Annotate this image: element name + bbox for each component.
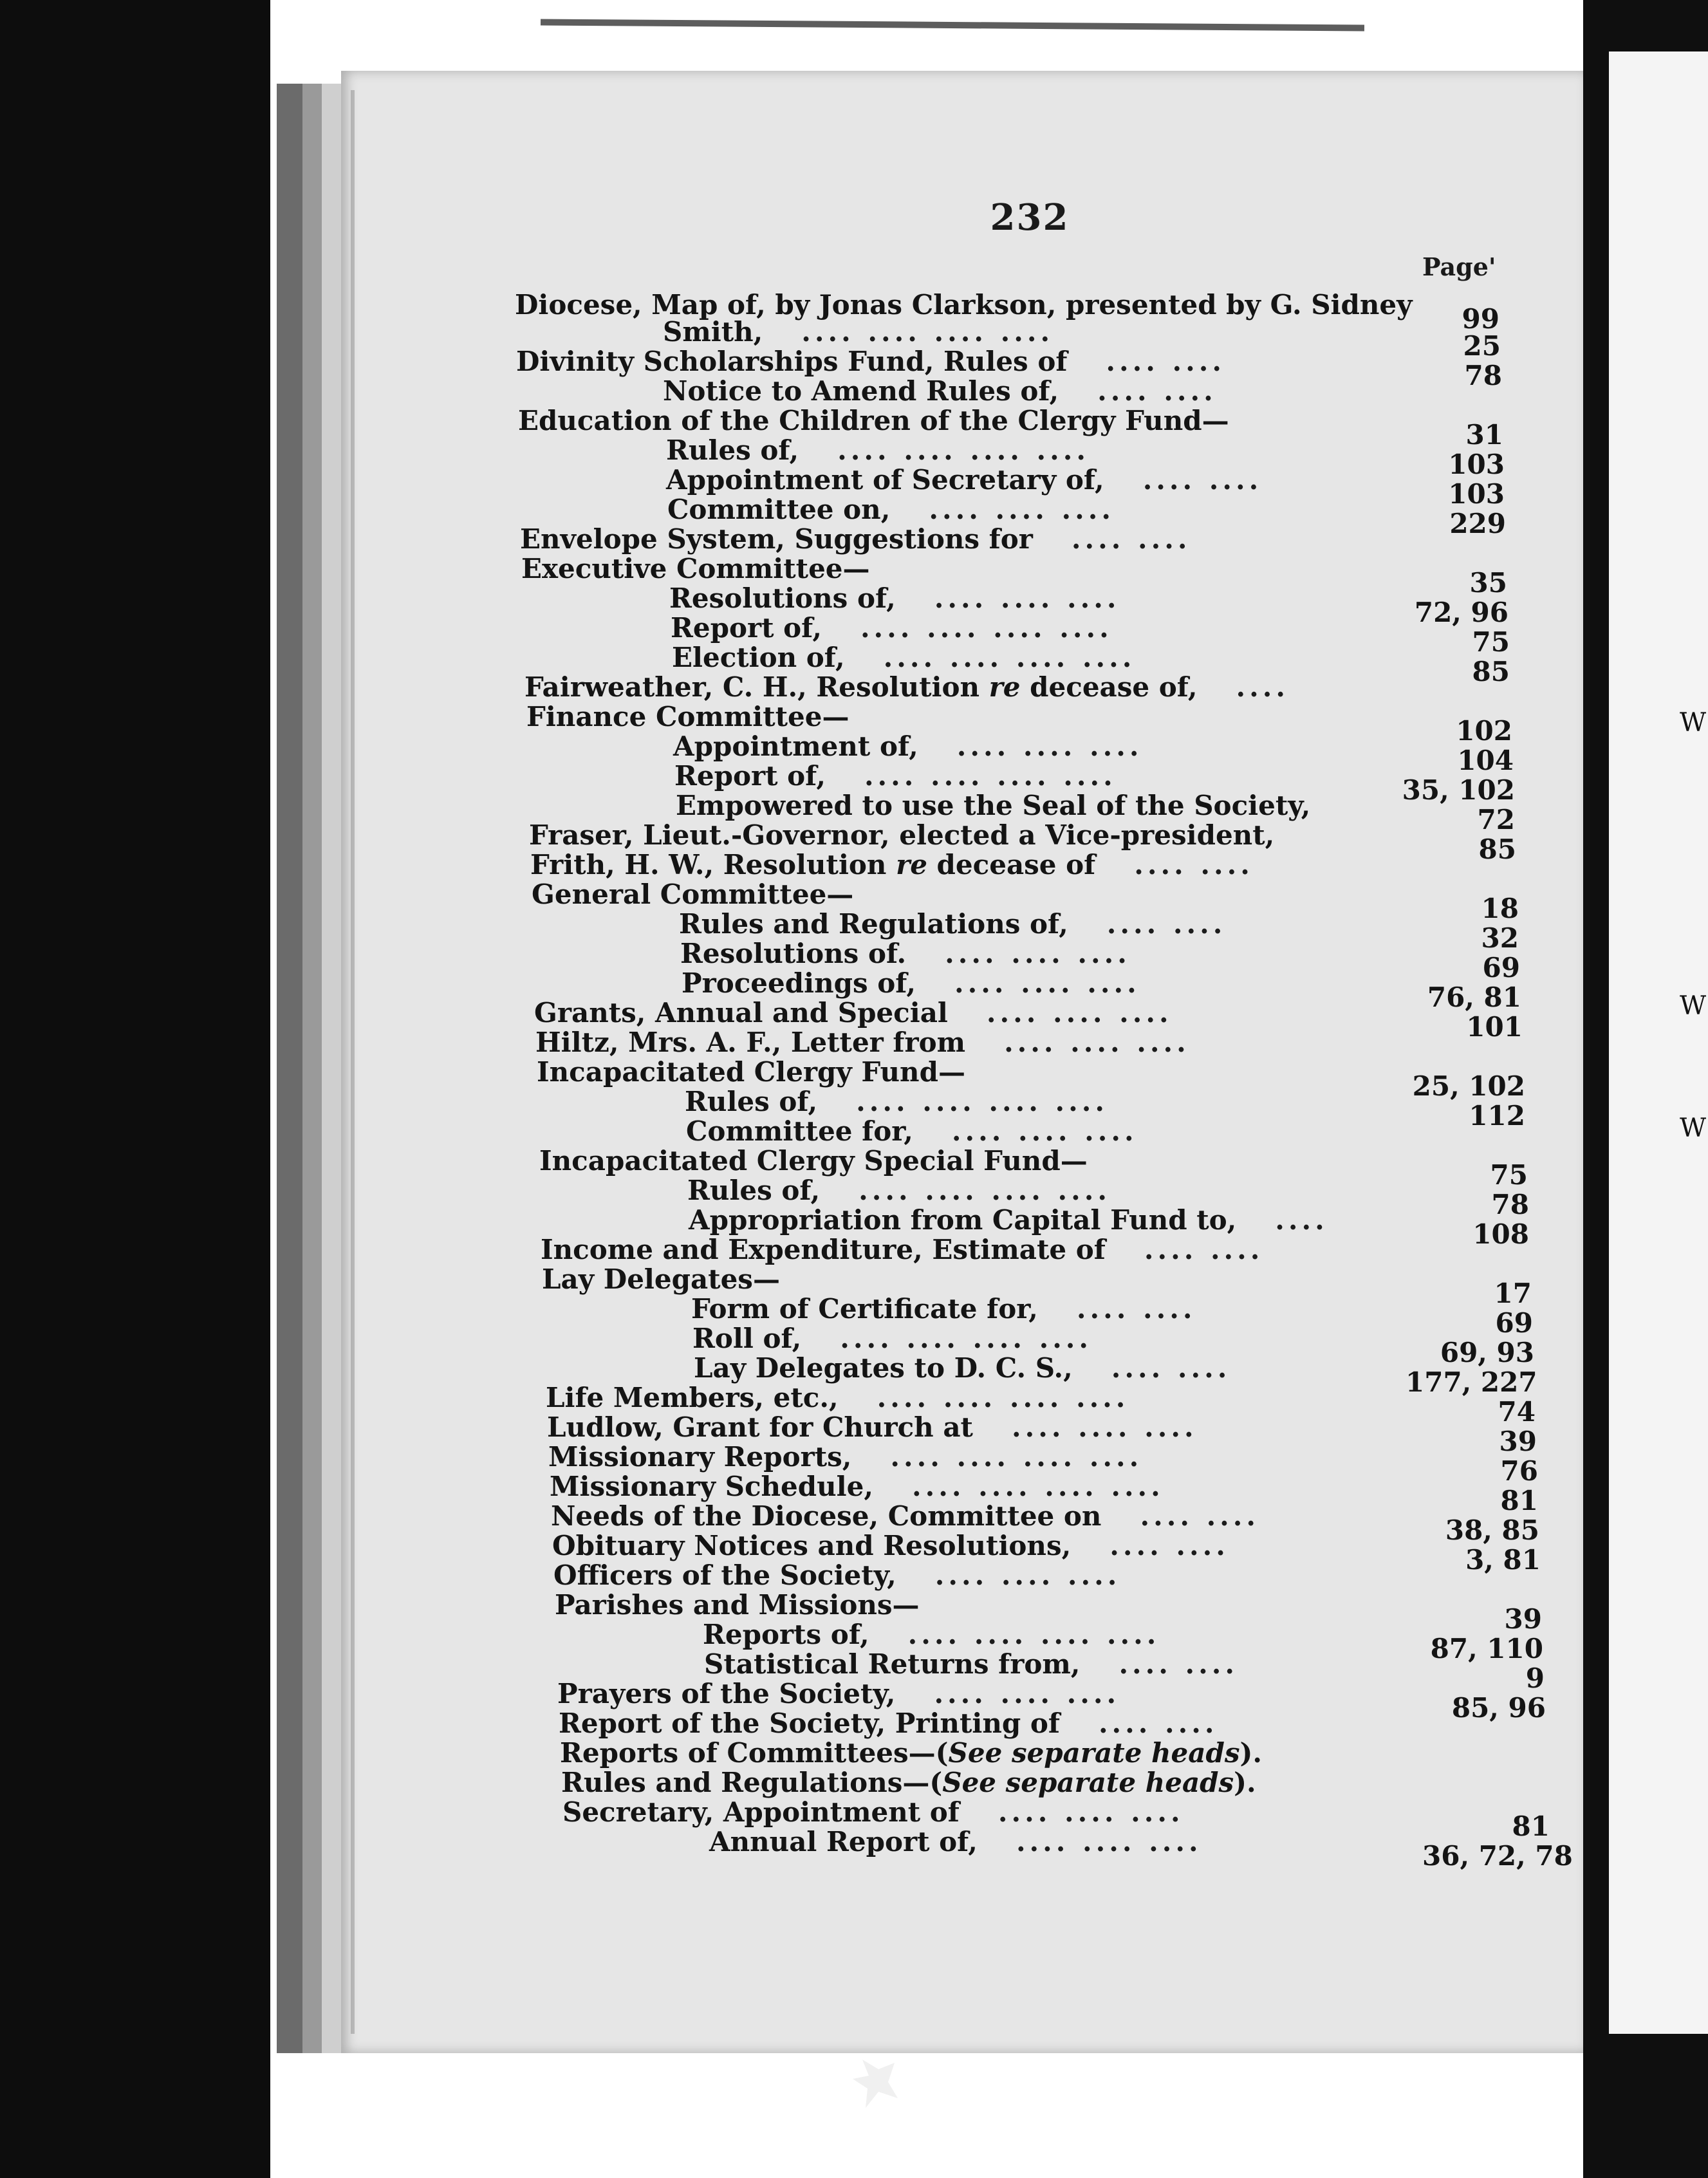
dot-leader: ․․․․ ․․․․ ․․․․ ․․․․ [856,1086,1108,1117]
index-entry-page-ref: 74 [1498,1396,1536,1428]
dot-leader: ․․․․ ․․․․ ․․․․ [954,968,1140,999]
page-column-header: Page' [1422,252,1496,281]
dot-leader: ․․․․ ․․․․ [1097,376,1217,407]
page-stack-edge [302,84,322,2053]
index-entry-page-ref: 39 [1499,1426,1537,1457]
index-entry-text: Rules and Regulations of, [679,908,1068,940]
index-entry-page-ref: 102 [1456,715,1512,747]
dot-leader: ․․․․ [1275,1205,1328,1236]
index-entry-text: Proceedings of, [682,967,916,999]
index-entry-text: Needs of the Diocese, Committee on [551,1500,1102,1532]
page-stack-edge [277,84,302,2053]
index-entry-text: Annual Report of, [709,1826,978,1857]
index-entry-page-ref: 69, 93 [1440,1337,1534,1368]
index-entry-text: Reports of, [703,1619,869,1650]
dot-leader [1313,820,1397,851]
index-entry-text-part: Reports of Committees—( [560,1737,949,1769]
index-entry-page-ref: 35, 102 [1402,774,1515,806]
dot-leader: ․․․․ ․․․․ ․․․․ [1016,1827,1202,1857]
index-entry-page-ref: 72, 96 [1414,597,1508,628]
index-entry-text: Income and Expenditure, Estimate of [541,1234,1106,1265]
index-entry-text: Envelope System, Suggestions for [520,523,1033,555]
index-entry-page-ref: 18 [1481,893,1519,924]
dot-leader: ․․․․ ․․․․ [1144,1234,1264,1265]
facing-page-letter: W [1680,708,1707,738]
dot-leader: ․․․․ ․․․․ ․․․․ [956,731,1143,762]
index-entry-page-ref: 72 [1477,804,1515,835]
index-entry-text [524,672,1198,703]
index-entry-text [530,850,1095,880]
dot-leader: ․․․․ ․․․․ [1098,1708,1218,1739]
index-entry-page-ref: 32 [1481,922,1519,954]
index-entry-page-ref: 35 [1469,567,1507,599]
facing-page-letter: W [1680,1113,1707,1143]
index-entry-text-part: Fairweather, C. H., Resolution [524,671,989,703]
index-entry-page-ref: 39 [1504,1603,1542,1635]
dot-leader: ․․․․ ․․․․ ․․․․ [945,938,1131,969]
dot-leader: ․․․․ ․․․․ [1109,1531,1229,1561]
index-entry-page-ref: 103 [1448,478,1505,510]
facing-page-edge [1609,51,1708,2034]
dot-leader: ․․․․ ․․․․ ․․․․ ․․․․ [801,317,1054,348]
index-entry-text: Statistical Returns from, [704,1648,1081,1680]
index-entry-page-ref: 25, 102 [1412,1070,1525,1102]
index-entry-page-ref: 76, 81 [1427,982,1521,1013]
index-entry-page-ref: 31 [1465,419,1503,451]
dot-leader: ․․․․ ․․․․ ․․․․ ․․․․ [837,435,1090,466]
index-entry-page-ref: 3, 81 [1465,1544,1541,1576]
dot-leader: ․․․․ ․․․․ [1134,850,1254,880]
dot-leader: ․․․․ ․․․․ ․․․․ ․․․․ [860,613,1113,644]
dot-leader: ․․․․ ․․․․ ․․․․ [934,1560,1121,1591]
index-entry-text: Prayers of the Society, [557,1678,896,1709]
dot-leader: ․․․․ ․․․․ ․․․․ [998,1797,1184,1828]
index-entry-text-part: ). [1239,1737,1262,1769]
index-entry-text: Obituary Notices and Resolutions, [552,1530,1072,1561]
scan-blot-mark [849,2053,901,2111]
index-entry-italic-part: See separate heads [942,1767,1234,1798]
index-entry-text: Incapacitated Clergy Fund— [537,1056,965,1088]
facing-page-letter: W [1680,991,1707,1021]
index-entry-text: Officers of the Society, [553,1559,896,1591]
dot-leader: ․․․․ ․․․․ [1106,909,1227,940]
index-entry-page-ref: 108 [1472,1218,1529,1250]
dot-leader: ․․․․ ․․․․ [1076,1294,1196,1325]
index-entry-page-ref: 75 [1490,1159,1528,1191]
dot-leader: ․․․․ ․․․․ [1140,1501,1260,1532]
index-entry-text: General Committee— [532,879,854,910]
dot-leader: ․․․․ ․․․․ ․․․․ [934,583,1120,614]
index-entry-text: Education of the Children of the Clergy Fund— [518,405,1229,436]
dot-leader: ․․․․ ․․․․ ․․․․ [929,494,1115,525]
dot-leader: ․․․․ ․․․․ ․․․․ ․․․․ [907,1619,1160,1650]
index-entry-text: Report of, [671,612,822,644]
index-entry-page-ref: 69 [1482,952,1520,983]
index-entry-page-ref: 81 [1500,1485,1538,1516]
index-entry-page-ref: 85 [1472,656,1510,687]
page-stack-edge [322,84,341,2053]
index-entry-text: Committee on, [667,494,891,525]
index-entry-page-ref: 38, 85 [1445,1514,1539,1546]
index-entry-text [560,1738,1262,1769]
top-scan-rule [541,19,1364,32]
index-entry-text: Notice to Amend Rules of, [663,375,1059,407]
scan-dark-margin-left [0,0,270,2178]
index-entry-page-ref: 177, 227 [1406,1366,1537,1398]
index-entry-page-ref: 85, 96 [1451,1692,1546,1724]
dot-leader: ․․․․ ․․․․ ․․․․ [951,1116,1138,1147]
index-entry-italic-part: re [989,671,1021,703]
dot-leader: ․․․․ ․․․․ [1119,1649,1239,1680]
index-entry-text-part: ). [1234,1767,1256,1798]
index-entry-text: Empowered to use the Seal of the Society, [676,790,1311,821]
index-entry-text: Diocese, Map of, by Jonas Clarkson, presented by G. Sidney [515,289,1413,321]
index-entry-page-ref: 36, 72, 78 [1422,1840,1573,1872]
page-crease-shadow [351,90,355,2034]
index-entry-text: Form of Certificate for, [691,1293,1038,1325]
index-entry-text: Incapacitated Clergy Special Fund— [539,1145,1088,1177]
index-entry-text: Executive Committee— [521,553,870,584]
page-number: 232 [990,196,1070,239]
dot-leader: ․․․․ ․․․․ [1111,1353,1231,1384]
dot-leader: ․․․․ ․․․․ ․․․․ [986,998,1173,1028]
index-entry-text: Election of, [672,642,845,673]
index-entry-page-ref: 69 [1495,1307,1533,1339]
index-entry-text: Missionary Reports, [548,1441,852,1473]
index-entry-text: Hiltz, Mrs. A. F., Letter from [535,1027,966,1058]
index-entry-text: Rules of, [685,1086,818,1117]
dot-leader: ․․․․ ․․․․ ․․․․ [1011,1412,1198,1443]
index-entry-italic-part: re [896,849,927,880]
index-entry-page-ref: 99 [1462,303,1499,335]
dot-leader: ․․․․ ․․․․ ․․․․ ․․․․ [840,1323,1093,1354]
index-entry-text [561,1767,1256,1798]
index-entry-text: Ludlow, Grant for Church at [547,1411,973,1443]
dot-leader: ․․․․ ․․․․ ․․․․ ․․․․ [890,1442,1143,1473]
index-entry-text: Rules of, [666,434,799,466]
index-entry-italic-part: See separate heads [948,1737,1240,1769]
index-entry-text: Fraser, Lieut.-Governor, elected a Vice-president, [529,819,1275,851]
dot-leader: ․․․․ ․․․․ ․․․․ [1004,1027,1190,1058]
index-entry-page-ref: 75 [1472,626,1510,658]
index-entry-text: Roll of, [692,1323,802,1354]
index-entry-text: Parishes and Missions— [555,1589,920,1621]
index-entry-text: Report of the Society, Printing of [559,1708,1060,1739]
index-entry-text-part: Frith, H. W., Resolution [530,849,896,880]
index-entry-page-ref: 76 [1500,1455,1538,1487]
index-entry-text-part: Rules and Regulations—( [561,1767,943,1798]
index-entry-page-ref: 81 [1512,1810,1550,1842]
dot-leader: ․․․․ ․․․․ ․․․․ ․․․․ [911,1471,1164,1502]
index-entry-text: Missionary Schedule, [550,1471,873,1502]
index-entry-text: Divinity Scholarships Fund, Rules of [516,346,1068,377]
index-entry-text: Resolutions of, [669,582,896,614]
index-entry-text: Finance Committee— [526,701,849,732]
index-entry-text: Resolutions of. [680,938,907,969]
index-entry-text: Report of, [674,760,826,792]
dot-leader: ․․․․ ․․․․ ․․․․ ․․․․ [877,1382,1129,1413]
index-entry-text: Grants, Annual and Special [534,997,948,1028]
dot-leader: ․․․․ ․․․․ ․․․․ [934,1679,1120,1709]
dot-leader: ․․․․ ․․․․ [1142,465,1263,496]
dot-leader: ․․․․ ․․․․ [1106,346,1226,377]
index-entry-page-ref: 9 [1525,1662,1545,1694]
index-entry-page-ref: 112 [1469,1100,1525,1131]
index-entry-page-ref: 78 [1491,1189,1529,1220]
index-entry-text-part: decease of [927,849,1096,880]
index-entry-text: Lay Delegates to D. C. S., [694,1352,1073,1384]
dot-leader: ․․․․ [1236,672,1290,703]
index-entry-page-ref: 78 [1464,360,1502,391]
index-entry-page-ref: 25 [1463,330,1501,362]
index-entry-text: Rules of, [687,1175,821,1206]
dot-leader: ․․․․ ․․․․ [1071,524,1191,555]
index-entry-text: Appointment of Secretary of, [666,464,1104,496]
index-entry-text-part: decease of, [1020,671,1198,703]
index-entry-page-ref: 87, 110 [1430,1633,1543,1664]
index-entry-text: Appropriation from Capital Fund to, [689,1204,1237,1236]
index-entry-text: Secretary, Appointment of [562,1796,960,1828]
dot-leader: ․․․․ ․․․․ ․․․․ ․․․․ [883,642,1136,673]
index-entry-text: Committee for, [686,1115,913,1147]
index-entry-page-ref: 103 [1448,449,1505,480]
index-entry-text: Life Members, etc., [546,1382,839,1413]
index-entry-text: Lay Delegates— [542,1263,780,1295]
dot-leader: ․․․․ ․․․․ ․․․․ ․․․․ [864,761,1117,792]
index-entry-page-ref: 104 [1457,745,1514,776]
index-entry-page-ref: 101 [1466,1011,1523,1043]
index-entry-page-ref: 17 [1494,1278,1532,1309]
index-entry-text: Smith, [663,316,763,348]
index-entry-page-ref: 229 [1449,508,1506,539]
dot-leader: ․․․․ ․․․․ ․․․․ ․․․․ [859,1175,1111,1206]
index-entry-page-ref: 85 [1478,833,1516,865]
index-entry-text: Appointment of, [673,731,918,762]
